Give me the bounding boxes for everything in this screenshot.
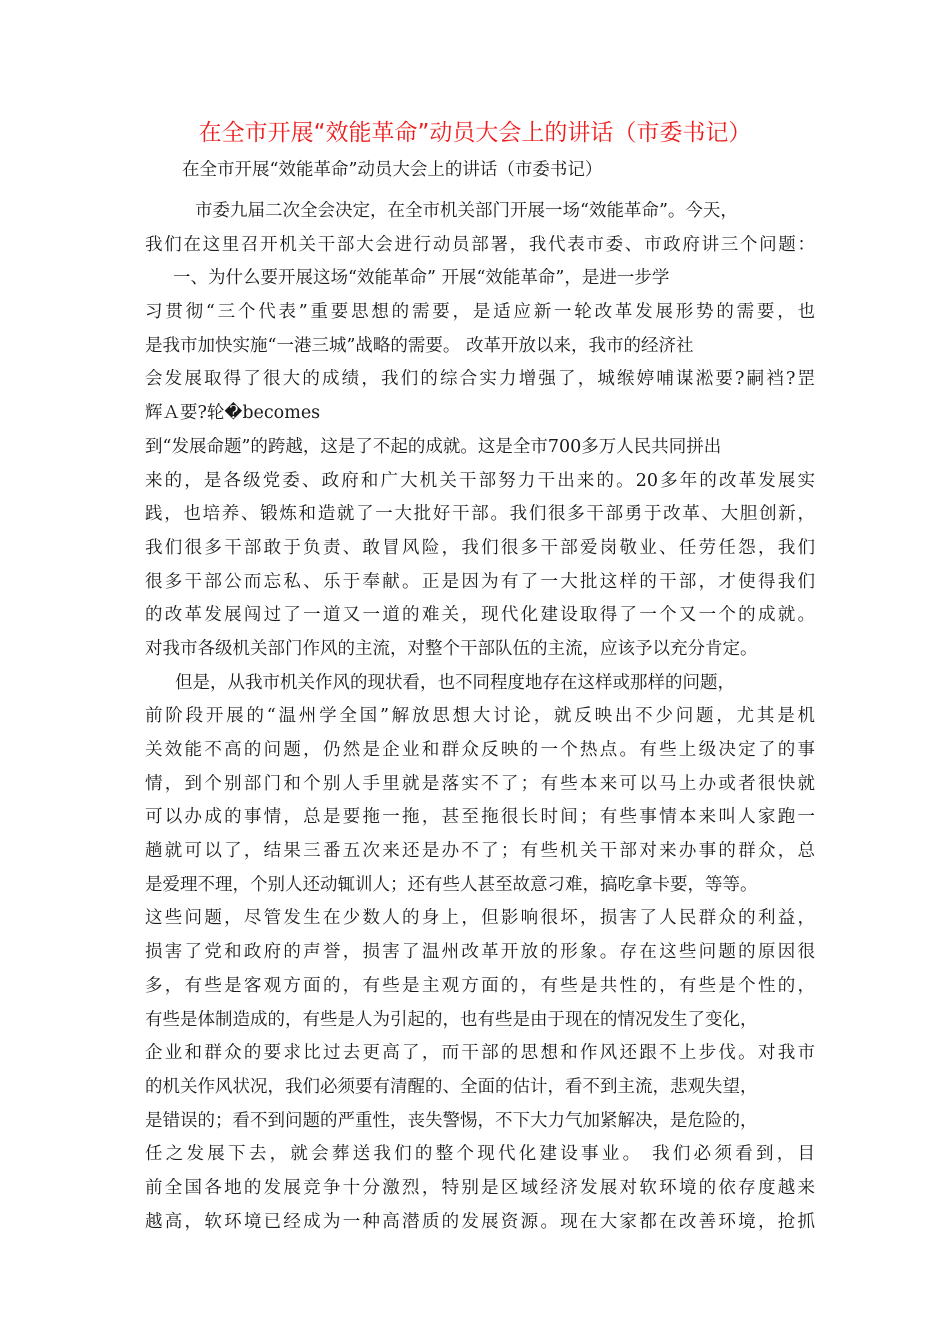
body-line: 有些是体制造成的，有些是人为引起的，也有些是由于现在的情况发生了变化， xyxy=(145,1009,758,1030)
body-line: 前全国各地的发展竞争十分激烈，特别是区域经济发展对软环境的依存度越来 xyxy=(145,1177,815,1198)
body-line: 到“发展命题”的跨越，这是了不起的成就。这是全市700多万人民共同拼出 xyxy=(145,436,722,457)
body-line: 损害了党和政府的声誉，损害了温州改革开放的形象。存在这些问题的原因很 xyxy=(145,942,815,963)
body-line: 会发展取得了很大的成绩，我们的综合实力增强了，城缑婷哺谋淞要?嗣裆?罡 xyxy=(145,369,815,390)
body-line: 辉Ａ要?轮�becomes xyxy=(145,403,321,424)
document-title: 在全市开展“效能革命”动员大会上的讲话（市委书记） xyxy=(198,120,752,146)
body-line: 企业和群众的要求比过去更高了，而干部的思想和作风还跟不上步伐。对我市 xyxy=(145,1043,815,1064)
body-line: 情，到个别部门和个别人手里就是落实不了；有些本来可以马上办或者很快就 xyxy=(145,773,815,794)
body-line: 这些问题，尽管发生在少数人的身上，但影响很坏，损害了人民群众的利益， xyxy=(145,908,815,929)
body-line: 践，也培养、锻炼和造就了一大批好干部。我们很多干部勇于改革、大胆创新， xyxy=(145,504,815,525)
body-line: 的改革发展闯过了一道又一道的难关，现代化建设取得了一个又一个的成就。 xyxy=(145,605,815,626)
body-line: 趟就可以了，结果三番五次来还是办不了；有些机关干部对来办事的群众，总 xyxy=(145,841,815,862)
body-line: 是我市加快实施“一港三城”战略的需要。 改革开放以来，我市的经济社 xyxy=(145,335,694,356)
body-line: 关效能不高的问题，仍然是企业和群众反映的一个热点。有些上级决定了的事 xyxy=(145,740,815,760)
body-line: 我们在这里召开机关干部大会进行动员部署，我代表市委、市政府讲三个问题： xyxy=(145,234,815,255)
body-line: 是爱理不理，个别人还动辄训人；还有些人甚至故意刁难，搞吃拿卡要，等等。 xyxy=(145,874,758,895)
body-line: 很多干部公而忘私、乐于奉献。正是因为有了一大批这样的干部，才使得我们 xyxy=(145,571,815,592)
body-line: 市委九届二次全会决定，在全市机关部门开展一场“效能革命”。今天， xyxy=(195,201,738,221)
body-line: 任之发展下去，就会葬送我们的整个现代化建设事业。 我们必须看到，目 xyxy=(145,1144,815,1165)
body-line: 一、为什么要开展这场“效能革命” 开展“效能革命”，是进一步学 xyxy=(173,268,670,289)
body-line: 前阶段开展的“温州学全国”解放思想大讨论，就反映出不少问题，尤其是机 xyxy=(145,706,815,727)
body-line: 我们很多干部敢于负责、敢冒风险，我们很多干部爱岗敬业、任劳任怨，我们 xyxy=(145,537,815,558)
document-subtitle: 在全市开展“效能革命”动员大会上的讲话（市委书记） xyxy=(182,160,603,180)
body-line: 可以办成的事情，总是要拖一拖，甚至拖很长时间；有些事情本来叫人家跑一 xyxy=(145,807,815,828)
body-line: 越高，软环境已经成为一种高潜质的发展资源。现在大家都在改善环境，抢抓 xyxy=(145,1211,815,1232)
document-body xyxy=(145,195,815,1239)
body-line: 是错误的；看不到问题的严重性，丧失警惕，不下大力气加紧解决，是危险的， xyxy=(145,1110,758,1131)
body-line: 多，有些是客观方面的，有些是主观方面的，有些是共性的，有些是个性的， xyxy=(145,975,815,996)
body-line: 习贯彻“三个代表”重要思想的需要，是适应新一轮改革发展形势的需要，也 xyxy=(145,302,815,323)
body-line: 对我市各级机关部门作风的主流，对整个干部队伍的主流，应该予以充分肯定。 xyxy=(145,638,758,659)
body-line: 的机关作风状况，我们必须要有清醒的、全面的估计，看不到主流，悲观失望， xyxy=(145,1076,758,1097)
body-line: 但是，从我市机关作风的现状看，也不同程度地存在这样或那样的问题， xyxy=(175,672,735,693)
body-line: 来的，是各级党委、政府和广大机关干部努力干出来的。20多年的改革发展实 xyxy=(145,470,815,491)
